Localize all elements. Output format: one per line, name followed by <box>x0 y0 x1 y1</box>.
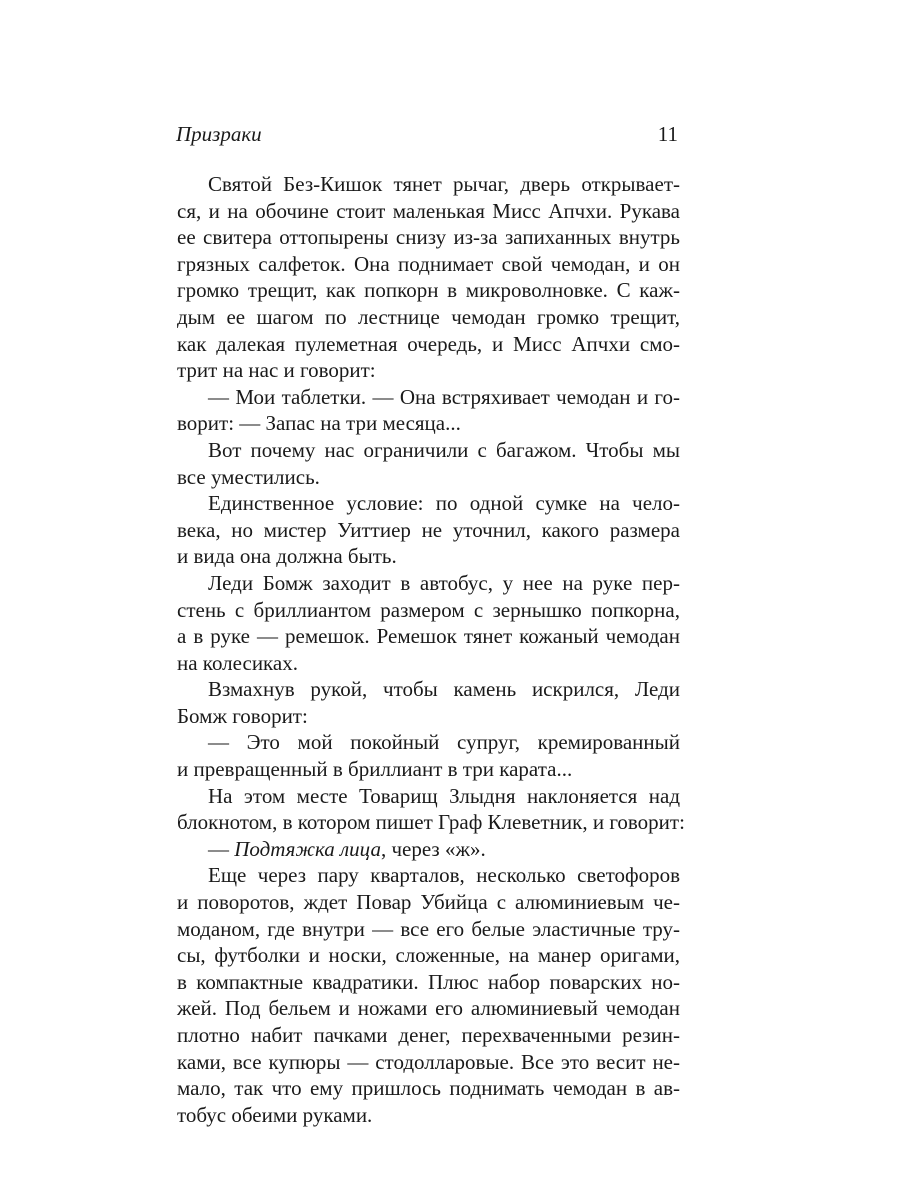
text-line: плотно набит пачками денег, перехваченными резин- <box>177 1023 680 1047</box>
paragraph <box>177 783 685 836</box>
text-line: моданом, где внутри — все его белые эластичные тру- <box>177 916 680 941</box>
text-line: и вида она должна быть. <box>177 544 397 569</box>
text-line: на колесиках. <box>177 650 299 675</box>
text-line: — Это мой покойный супруг, кремированный <box>208 730 680 755</box>
dialogue-dash: — <box>208 836 235 861</box>
paragraph <box>177 437 680 490</box>
text-line: грязных салфеток. Она поднимает свой чемодан, и он <box>177 251 680 276</box>
paragraph <box>177 836 680 863</box>
text-line: и превращенный в бриллиант в три карата... <box>177 757 573 782</box>
paragraph <box>177 676 680 729</box>
text-line: в компактные квадратики. Плюс набор поварских но- <box>177 969 680 994</box>
text-line: жей. Под бельем и ножами его алюминиевый чемодан <box>177 996 680 1021</box>
text-line: Святой Без-Кишок тянет рычаг, дверь открывает- <box>208 172 680 196</box>
text-line: блокнотом, в котором пишет Граф Клеветник, и говорит: <box>177 810 685 835</box>
text-line: и поворотов, ждет Повар Убийца с алюминиевым че- <box>177 890 680 915</box>
text-line: Бомж говорит: <box>177 703 308 728</box>
text-line: все уместились. <box>177 464 320 489</box>
paragraph <box>177 862 680 1128</box>
text-line: — Мои таблетки. — Она встряхивает чемодан и го- <box>208 384 680 409</box>
italic-phrase: Подтяжка лица <box>234 836 381 861</box>
text-line: тобус обеими руками. <box>177 1102 373 1127</box>
text-line: как далекая пулеметная очередь, и Мисс Апчхи смо- <box>177 331 680 356</box>
text-line: Леди Бомж заходит в автобус, у нее на руке пер- <box>208 570 680 595</box>
paragraph <box>177 570 680 676</box>
text-line: сы, футболки и носки, сложенные, на манер оригами, <box>177 943 680 968</box>
text-line: На этом месте Товарищ Злыдня наклоняется над <box>208 783 680 808</box>
text-line: Единственное условие: по одной сумке на чело- <box>208 491 680 516</box>
paragraph <box>177 384 680 437</box>
text-line: века, но мистер Уиттиер не уточнил, какого размера <box>177 517 680 542</box>
page-number: 11 <box>657 122 678 146</box>
text-line: ся, и на обочине стоит маленькая Мисс Апчхи. Рукава <box>177 198 680 223</box>
text-line: Вот почему нас ограничили с багажом. Чтобы мы <box>208 437 680 462</box>
text-line: ворит: — Запас на три месяца... <box>177 411 461 436</box>
running-title: Призраки <box>176 122 262 146</box>
text-line: ками, все купюры — стодолларовые. Все это весит не- <box>177 1049 680 1074</box>
text-line: громко трещит, как попкорн в микроволновке. С каж- <box>177 278 680 303</box>
text-line: Еще через пару кварталов, несколько светофоров <box>208 863 680 888</box>
paragraph <box>177 490 680 570</box>
text-line: стень с бриллиантом размером с зернышко попкорна, <box>177 597 680 622</box>
body-text <box>177 171 685 1128</box>
text-line: а в руке — ремешок. Ремешок тянет кожаный чемодан <box>177 624 680 649</box>
text-line: трит на нас и говорит: <box>177 358 376 383</box>
line-rest: , через «ж». <box>380 836 486 861</box>
text-line: дым ее шагом по лестнице чемодан громко трещит, <box>177 304 680 329</box>
text-line <box>177 836 680 863</box>
paragraph <box>177 171 680 384</box>
text-line: мало, так что ему пришлось поднимать чемодан в ав- <box>177 1076 680 1101</box>
paragraph <box>177 729 680 782</box>
text-line: ее свитера оттопырены снизу из-за запиханных внутрь <box>177 225 680 250</box>
text-line: Взмахнув рукой, чтобы камень искрился, Леди <box>208 677 680 702</box>
